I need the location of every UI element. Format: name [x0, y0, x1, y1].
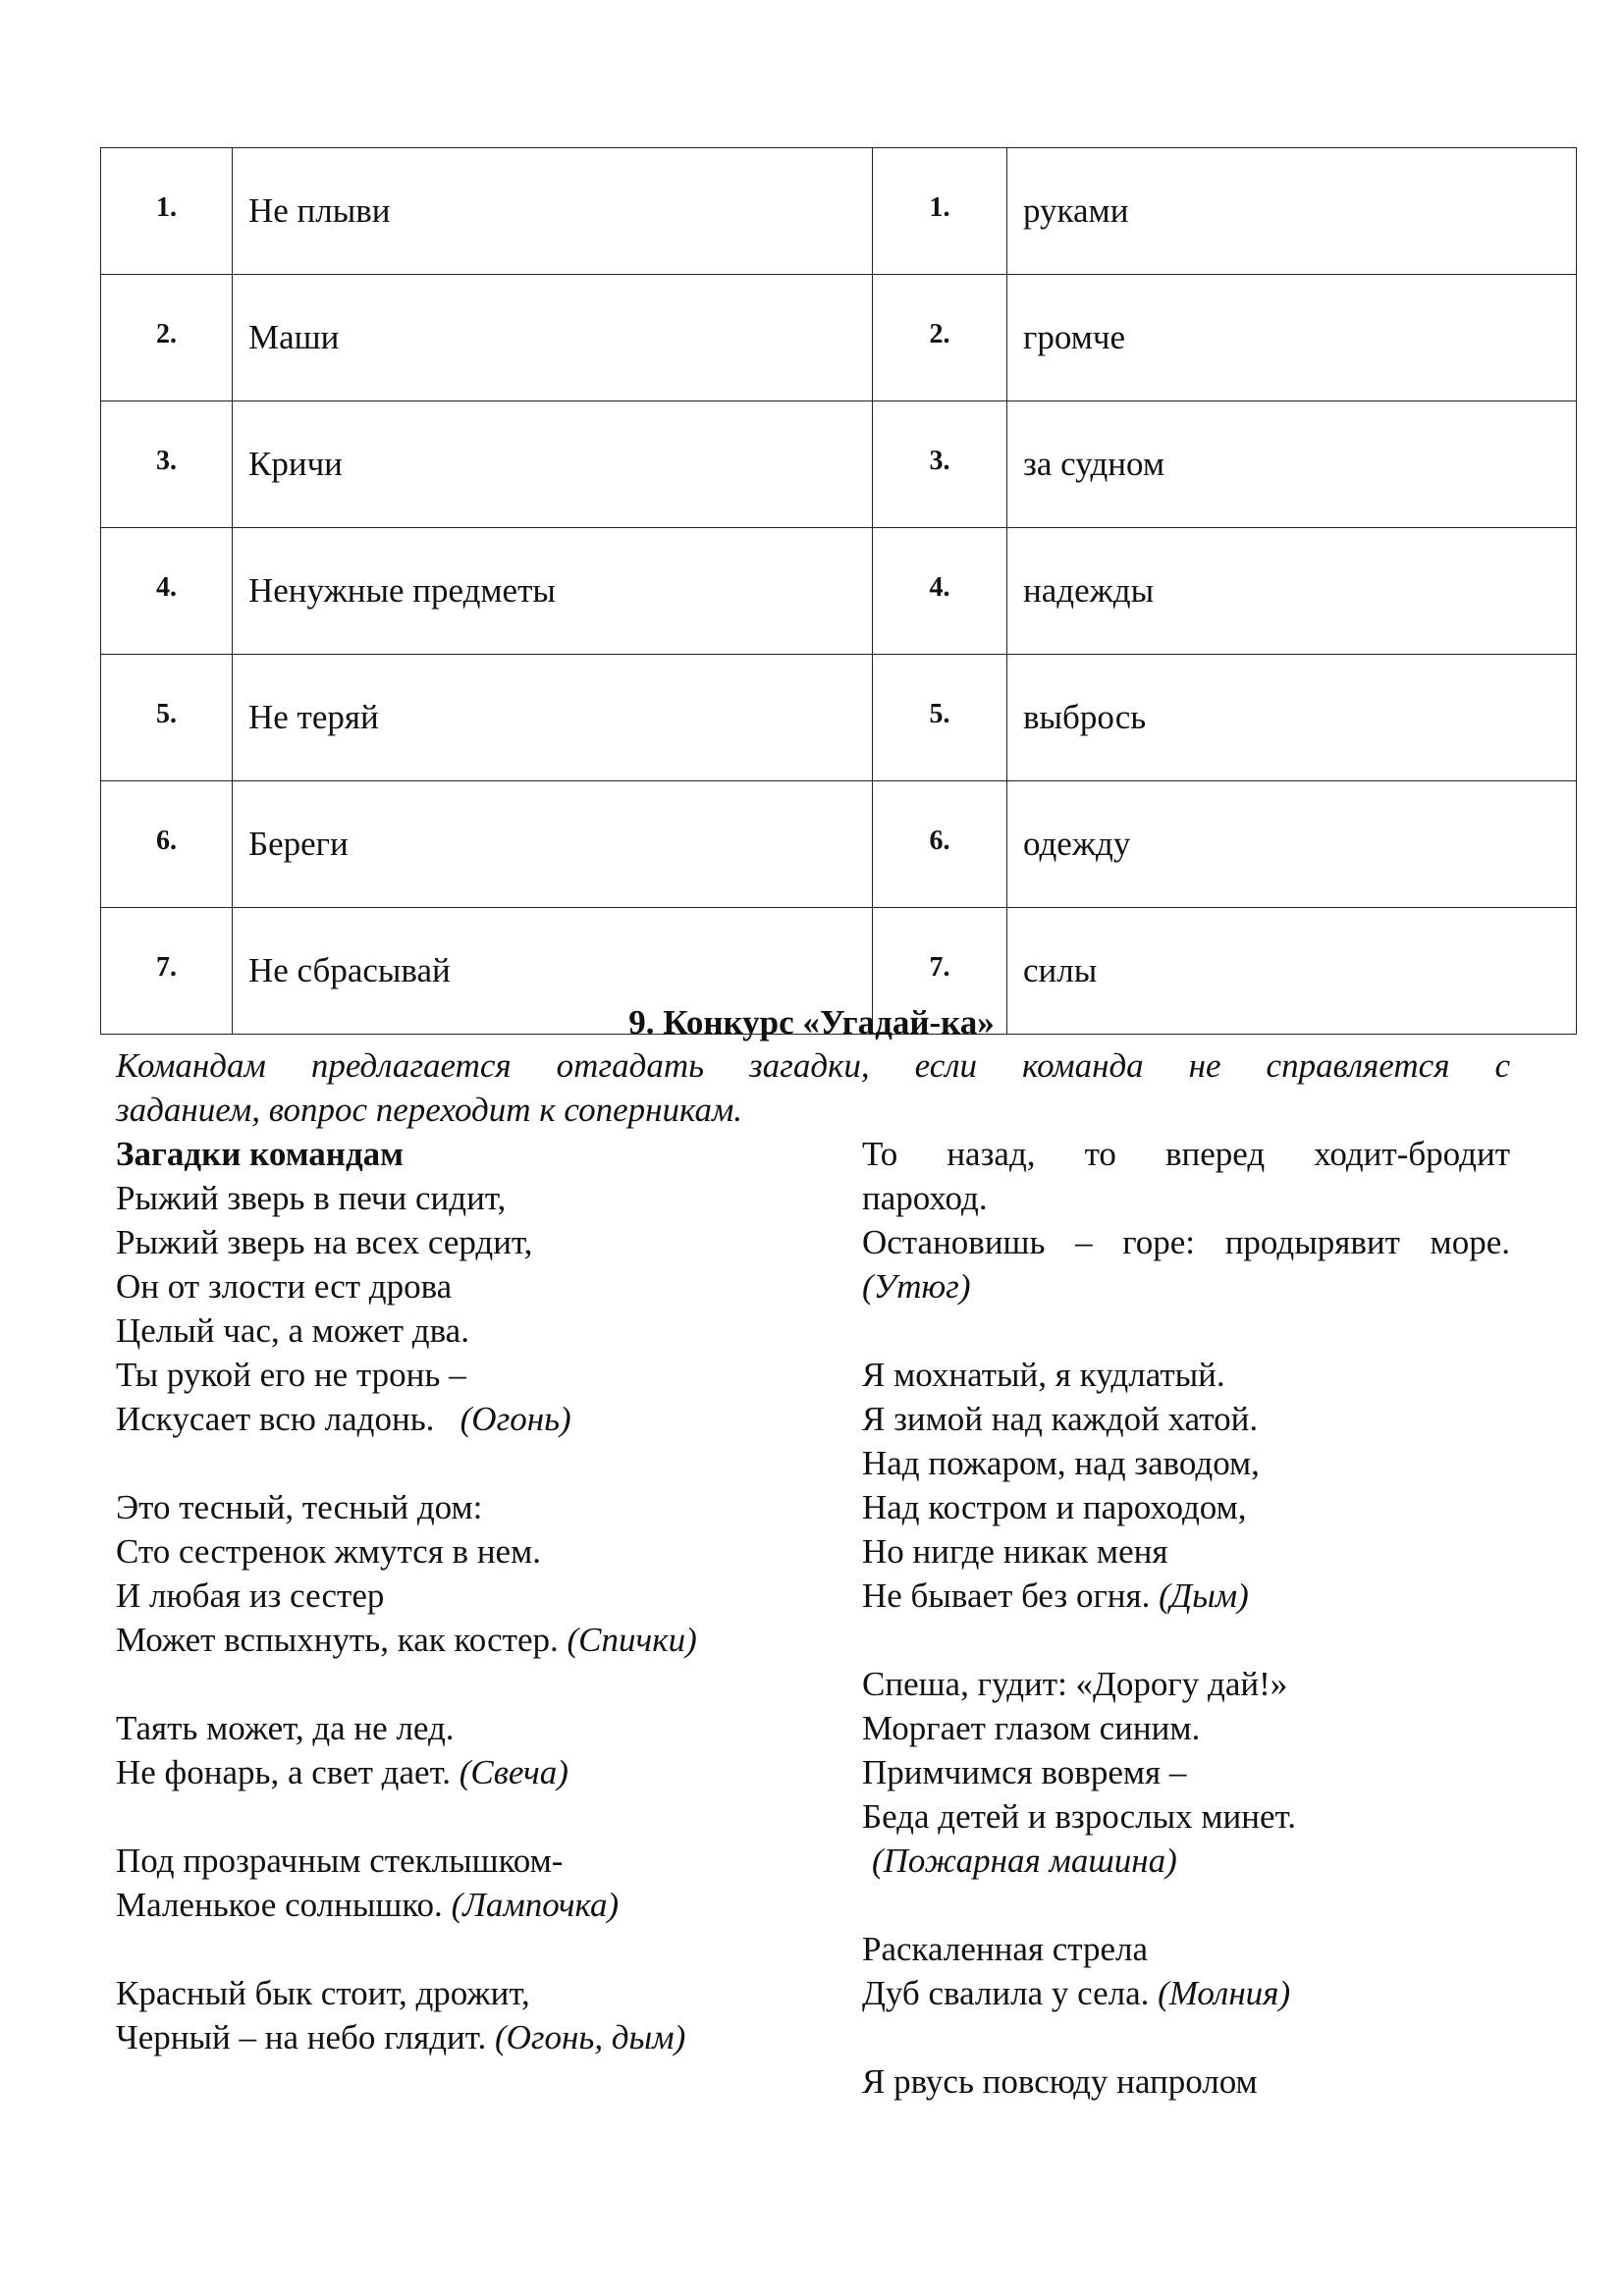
riddle-line: Может вспыхнуть, как костер. (Спички): [116, 1621, 697, 1659]
left-number-cell: 4.: [101, 528, 233, 655]
riddle-candle: [116, 1706, 823, 1794]
right-text-cell: громче: [1007, 275, 1577, 401]
table-row: [101, 528, 1577, 655]
riddle-line: Остановишь – горе: продырявит море.: [862, 1223, 1510, 1261]
riddle-line: Но нигде никак меня: [862, 1532, 1168, 1571]
riddle-answer: (Молния): [1158, 1974, 1291, 2012]
riddle-answer: (Огонь, дым): [494, 2018, 686, 2056]
left-text-cell: Не теряй: [233, 655, 873, 781]
riddle-line: Ты рукой его не тронь –: [116, 1356, 466, 1394]
riddle-answer: (Огонь): [460, 1400, 571, 1438]
riddle-answer: (Спички): [567, 1621, 697, 1659]
riddle-answer: (Пожарная машина): [872, 1842, 1177, 1880]
table-row: [101, 275, 1577, 401]
riddle-line: Целый час, а может два.: [116, 1311, 469, 1350]
intro-line-1: Командам предлагается отгадать загадки, если команда не справляется с: [116, 1046, 1510, 1085]
riddle-line: Маленькое солнышко. (Лампочка): [116, 1886, 620, 1924]
left-text-cell: Кричи: [233, 401, 873, 528]
riddle-line: Не бывает без огня. (Дым): [862, 1576, 1249, 1615]
riddle-answer: (Свеча): [459, 1753, 568, 1791]
riddle-matches: [116, 1485, 823, 1662]
riddle-line: Моргает глазом синим.: [862, 1709, 1201, 1747]
riddle-line: Он от злости ест дрова: [116, 1267, 453, 1306]
right-column: [862, 1132, 1510, 2104]
riddle-line: Рыжий зверь на всех сердит,: [116, 1223, 533, 1261]
matching-table: [100, 147, 1577, 1035]
right-number-cell: 2.: [873, 275, 1007, 401]
intro-line-2: заданием, вопрос переходит к соперникам.: [116, 1091, 743, 1129]
riddle-line: Над костром и пароходом,: [862, 1488, 1247, 1526]
left-text-cell: Не плыви: [233, 148, 873, 275]
left-number-cell: 5.: [101, 655, 233, 781]
riddle-line: Беда детей и взрослых минет.: [862, 1797, 1296, 1836]
left-number-cell: 6.: [101, 781, 233, 908]
right-text-cell: за судном: [1007, 401, 1577, 528]
table-row: [101, 655, 1577, 781]
riddle-line: Под прозрачным стеклышком-: [116, 1842, 564, 1880]
riddle-line: Примчимся вовремя –: [862, 1753, 1187, 1791]
right-text-cell: руками: [1007, 148, 1577, 275]
riddle-lamp: [116, 1839, 823, 1927]
left-number-cell: 1.: [101, 148, 233, 275]
table-row: [101, 781, 1577, 908]
right-text-cell: выбрось: [1007, 655, 1577, 781]
right-text-cell: одежду: [1007, 781, 1577, 908]
section-intro: [116, 1043, 1510, 1132]
riddle-line: Искусает всю ладонь. (Огонь): [116, 1400, 571, 1438]
riddle-fire: [116, 1176, 823, 1441]
riddle-line: И любая из сестер: [116, 1576, 385, 1615]
riddle-line: Дуб свалила у села. (Молния): [862, 1974, 1291, 2012]
riddle-line: Черный – на небо глядит. (Огонь, дым): [116, 2018, 686, 2056]
table-row: [101, 148, 1577, 275]
riddle-answer: (Утюг): [862, 1267, 971, 1306]
riddle-fire-truck: [862, 1662, 1510, 1883]
riddle-smoke: [862, 1353, 1510, 1618]
riddle-line: Сто сестренок жмутся в нем.: [116, 1532, 541, 1571]
riddle-line: Красный бык стоит, дрожит,: [116, 1974, 530, 2012]
table-row: [101, 401, 1577, 528]
riddle-line: То назад, то вперед ходит-бродит: [862, 1135, 1510, 1173]
riddle-lightning: [862, 1927, 1510, 2015]
riddle-answer: (Лампочка): [451, 1886, 620, 1924]
left-number-cell: 2.: [101, 275, 233, 401]
right-number-cell: 3.: [873, 401, 1007, 528]
left-text-cell: Береги: [233, 781, 873, 908]
right-number-cell: 1.: [873, 148, 1007, 275]
section-heading: 9. Конкурс «Угадай-ка»: [628, 1003, 995, 1041]
riddle-line: Таять может, да не лед.: [116, 1709, 455, 1747]
left-text-cell: Маши: [233, 275, 873, 401]
right-number-cell: 6.: [873, 781, 1007, 908]
left-text-cell: Ненужные предметы: [233, 528, 873, 655]
riddle-line: Это тесный, тесный дом:: [116, 1488, 483, 1526]
riddle-line: Я мохнатый, я кудлатый.: [862, 1356, 1225, 1394]
right-number-cell: 5.: [873, 655, 1007, 781]
riddle-line: Раскаленная стрела: [862, 1930, 1148, 1968]
left-text-cell: Не сбрасывай: [233, 908, 873, 1035]
riddle-line: Я рвусь повсюду напролом: [862, 2062, 1258, 2101]
riddle-fire-smoke: [116, 1971, 823, 2059]
riddle-iron: [862, 1132, 1510, 1308]
riddles-subheading: Загадки командам: [116, 1135, 405, 1173]
riddle-unfinished: [862, 2059, 1510, 2104]
left-column: [116, 1132, 823, 2059]
right-number-cell: 7.: [873, 908, 1007, 1035]
riddle-line: Я зимой над каждой хатой.: [862, 1400, 1259, 1438]
riddle-line: пароход.: [862, 1179, 988, 1217]
right-text-cell: силы: [1007, 908, 1577, 1035]
riddle-line: Спеша, гудит: «Дорогу дай!»: [862, 1665, 1288, 1703]
riddle-line: Рыжий зверь в печи сидит,: [116, 1179, 507, 1217]
left-number-cell: 3.: [101, 401, 233, 528]
left-number-cell: 7.: [101, 908, 233, 1035]
riddle-line: Не фонарь, а свет дает. (Свеча): [116, 1753, 568, 1791]
right-number-cell: 4.: [873, 528, 1007, 655]
riddle-answer: (Дым): [1159, 1576, 1249, 1615]
riddle-line: Над пожаром, над заводом,: [862, 1444, 1260, 1482]
right-text-cell: надежды: [1007, 528, 1577, 655]
